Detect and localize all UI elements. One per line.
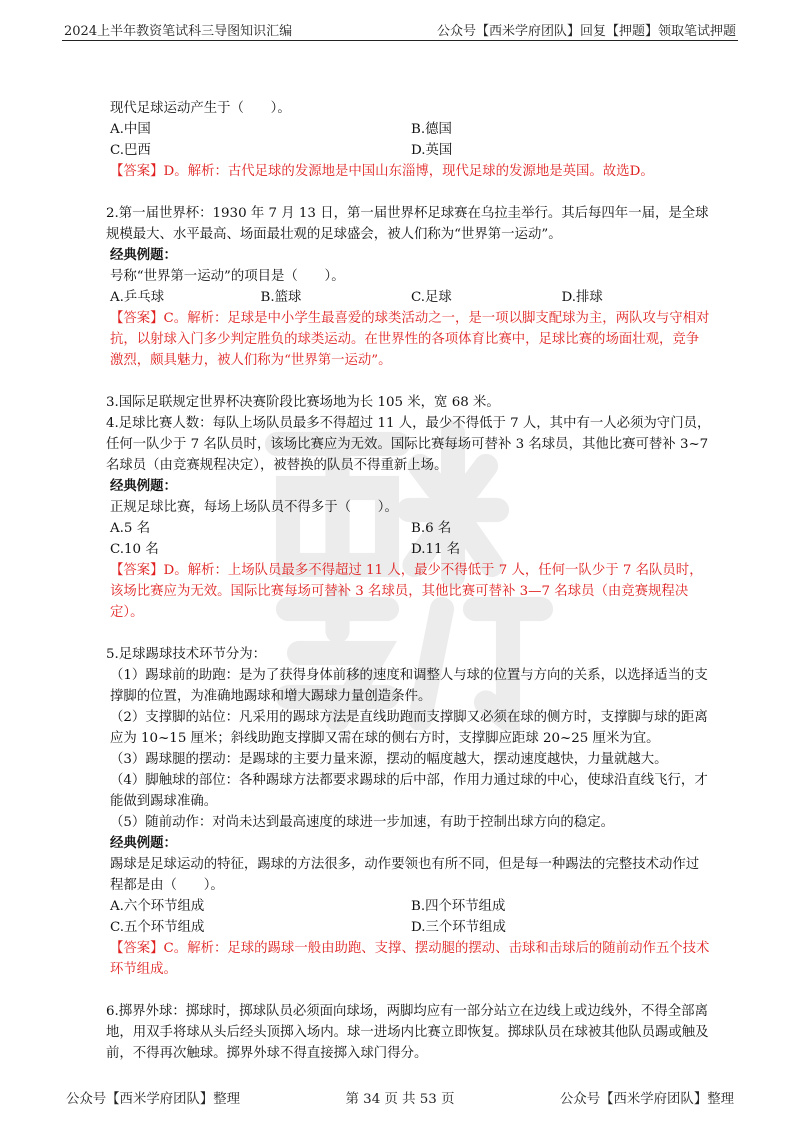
spacer bbox=[110, 371, 712, 392]
option-b: B.6 名 bbox=[411, 521, 452, 536]
option-c: C.10 名 bbox=[110, 542, 159, 557]
q3-options bbox=[110, 518, 712, 560]
q3-stem: 正规足球比赛，每场上场队员不得多于（ ）。 bbox=[110, 500, 398, 515]
option-c: C.巴西 bbox=[110, 143, 151, 158]
option-d: D.排球 bbox=[561, 290, 603, 305]
option-b: B.四个环节组成 bbox=[411, 899, 506, 914]
option-a: A.中国 bbox=[110, 122, 151, 137]
option-c: C.五个环节组成 bbox=[110, 920, 205, 935]
spacer bbox=[110, 623, 712, 644]
header-right-promo: 公众号【西米学府团队】回复【押题】领取笔试押题 bbox=[436, 24, 736, 39]
q1-stem: 现代足球运动产生于（ ）。 bbox=[110, 101, 291, 116]
q4-answer: 【答案】C。解析：足球的踢球一般由助跑、支撑、摆动腿的摆动、击球和击球后的随前动作五个技术环节组成。 bbox=[110, 941, 710, 977]
q1-options bbox=[110, 119, 712, 161]
option-d: D.11 名 bbox=[411, 542, 461, 557]
header-left-title: 2024上半年教资笔试科三导图知识汇编 bbox=[64, 24, 293, 39]
p5-item-5: （5）随前动作：对尚未达到最高速度的球进一步加速，有助于控制出球方向的稳定。 bbox=[110, 815, 614, 830]
footer-left: 公众号【西米学府团队】整理 bbox=[66, 1092, 241, 1107]
spacer bbox=[110, 182, 712, 203]
paragraph-4: 4.足球比赛人数：每队上场队员最多不得超过 11 人，最少不得低于 7 人，其中有一人必须为守门员，任何一队少于 7 名队员时，该场比赛应为无效。国际比赛每场可替补 3 名球员，其他比赛可替补 3~7 名球员（由竞赛规程决定），被替换的队员不得重新上场。 bbox=[106, 416, 711, 473]
paragraph-3: 3.国际足联规定世界杯决赛阶段比赛场地为长 105 米，宽 68 米。 bbox=[106, 395, 500, 410]
q1-answer: 【答案】D。解析：古代足球的发源地是中国山东淄博，现代足球的发源地是英国。故选D。 bbox=[110, 164, 654, 179]
header-divider bbox=[62, 40, 738, 41]
p5-item-4: （4）脚触球的部位：各种踢球方法都要求踢球的后中部，作用力通过球的中心，使球沿直线飞行，才能做到踢球准确。 bbox=[110, 773, 708, 809]
paragraph-2: 2.第一届世界杯：1930 年 7 月 13 日，第一届世界杯足球赛在乌拉圭举行。其后每四年一届，是全球规模最大、水平最高、场面最壮观的足球盛会，被人们称为“世界第一运动”。 bbox=[106, 206, 709, 242]
p5-item-2: （2）支撑脚的站位：凡采用的踢球方法是直线助跑而支撑脚又必须在球的侧方时，支撑脚与球的距离应为 10~15 厘米；斜线助跑支撑脚又需在球的侧右方时，支撑脚应距球 20~25 厘米为宜。 bbox=[110, 710, 708, 746]
q2-stem: 号称“世界第一运动”的项目是（ ）。 bbox=[110, 269, 345, 284]
p5-item-1: （1）踢球前的助跑：是为了获得身体前移的速度和调整人与球的位置与方向的关系，以选择适当的支撑脚的位置，为准确地踢球和增大踢球力量创造条件。 bbox=[110, 668, 708, 704]
q4-stem: 踢球是足球运动的特征，踢球的方法很多，动作要领也有所不同，但是每一种踢法的完整技术动作过程都是由（ ）。 bbox=[110, 857, 700, 893]
spacer bbox=[110, 980, 712, 1001]
option-b: B.篮球 bbox=[260, 290, 302, 305]
q4-options bbox=[110, 896, 712, 938]
q2-options bbox=[110, 287, 712, 308]
option-c: C.足球 bbox=[411, 290, 452, 305]
footer-right: 公众号【西米学府团队】整理 bbox=[559, 1092, 734, 1107]
document-body bbox=[106, 98, 712, 1064]
option-d: D.三个环节组成 bbox=[411, 920, 506, 935]
q3-answer: 【答案】D。解析：上场队员最多不得超过 11 人，最少不得低于 7 人，任何一队少于 7 名队员时，该场比赛应为无效。国际比赛每场可替补 3 名球员，其他比赛可替补 3—7 名球员（由竞赛规程决定）。 bbox=[110, 563, 703, 620]
footer-page-number: 第 34 页 共 53 页 bbox=[345, 1092, 455, 1107]
paragraph-5: 5.足球踢球技术环节分为： bbox=[106, 647, 267, 662]
option-d: D.英国 bbox=[411, 143, 453, 158]
paragraph-6: 6.掷界外球：掷球时，掷球队员必须面向球场，两脚均应有一部分站立在边线上或边线外，不得全部离地，用双手将球从头后经头顶掷入场内。球一进场内比赛立即恢复。掷球队员在球被其他队员踢或触及前，不得再次触球。掷界外球不得直接掷入球门得分。 bbox=[106, 1004, 709, 1061]
option-a: A.5 名 bbox=[110, 521, 151, 536]
p5-item-3: （3）踢球腿的摆动：是踢球的主要力量来源，摆动的幅度越大，摆动速度越快，力量就越大。 bbox=[110, 752, 668, 767]
option-a: A.六个环节组成 bbox=[110, 899, 205, 914]
example-label: 经典例题： bbox=[110, 835, 177, 851]
option-b: B.德国 bbox=[411, 122, 452, 137]
example-label: 经典例题： bbox=[110, 478, 177, 494]
q2-answer: 【答案】C。解析：足球是中小学生最喜爱的球类活动之一，是一项以脚支配球为主，两队攻与守相对抗，以射球入门多少判定胜负的球类运动。在世界性的各项体育比赛中，足球比赛的场面壮观，竞争激烈，颇具魅力，被人们称为“世界第一运动”。 bbox=[110, 311, 710, 368]
option-a: A.乒乓球 bbox=[110, 290, 165, 305]
example-label: 经典例题： bbox=[110, 247, 177, 263]
